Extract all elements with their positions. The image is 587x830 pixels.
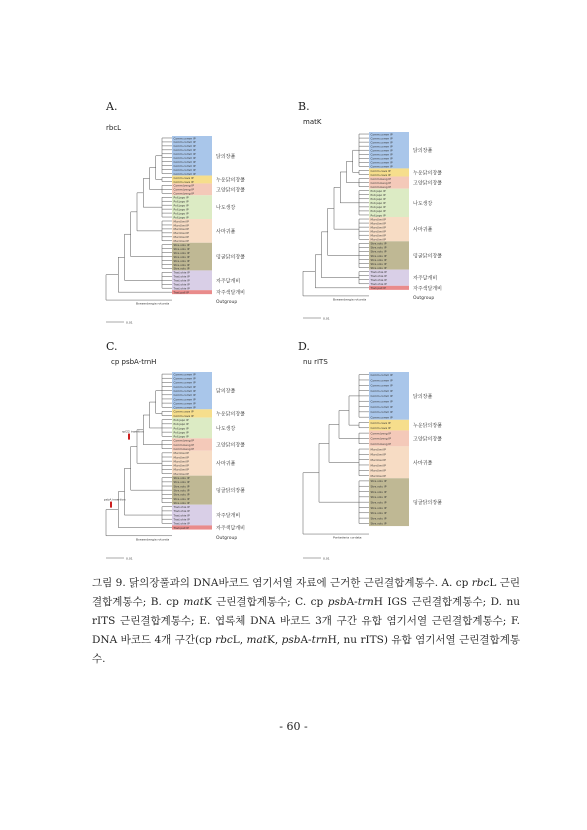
- tip-label: Murd.kei IP: [173, 451, 189, 456]
- tree-panel-a: [100, 132, 290, 332]
- tip-label: Comm.comm IP: [370, 164, 393, 169]
- tip-label: Murd.kei IP: [370, 468, 386, 473]
- tip-label: Comm.comm IP: [173, 171, 196, 176]
- tip-label: Comm.comm IP: [173, 144, 196, 149]
- tip-label: Poll.japo IP: [173, 207, 189, 212]
- tip-label: Comm.comm IP: [173, 380, 196, 385]
- tip-label: Trad.ohie IP: [370, 273, 387, 278]
- tip-label: Stre.volu IP: [370, 495, 387, 500]
- tip-label: Poll.japo IP: [370, 188, 386, 193]
- caption-segment: trn: [357, 596, 374, 608]
- tree-svg: [297, 368, 487, 568]
- outgroup-label: Outgroup: [216, 300, 238, 306]
- scale-label: 0.01: [126, 556, 133, 561]
- panel-b-letter: B.: [298, 100, 310, 113]
- tip-label: Comm.comm IP: [173, 140, 196, 145]
- tip-label: Stre.volu IP: [173, 243, 190, 248]
- tip-label: Poll.japo IP: [370, 213, 386, 218]
- tip-label: Murd.kei IP: [173, 467, 189, 472]
- tip-label: Murd.kei IP: [173, 459, 189, 464]
- caption-segment: 닭의장풀과의 DNA바코드 염기서열 자료에 근거한 근린결합계통수. A. cp: [125, 577, 472, 589]
- tip-label: Murd.kei IP: [370, 473, 386, 478]
- panel-d-title: nu rITS: [303, 358, 328, 366]
- tip-label: Comm.comm IP: [173, 384, 196, 389]
- tip-label: Stre.volu IP: [370, 521, 387, 526]
- clade-label: 나도생강: [216, 425, 236, 432]
- clade-label: 누운닭의장풀: [413, 170, 442, 177]
- tip-label: Comm.cava IP: [173, 179, 194, 184]
- clade-label: 닭의장풀: [216, 388, 236, 395]
- tip-label: Comm.comm IP: [370, 136, 393, 141]
- tip-label: Comm.comm IP: [370, 156, 393, 161]
- caption-segment: K,: [266, 634, 282, 646]
- tip-label: Comm.comm IP: [173, 156, 196, 161]
- tip-label: Comm.comm IP: [370, 148, 393, 153]
- tip-label: Comm.comm IP: [173, 136, 196, 141]
- clade-label: 닭의장풀: [413, 393, 433, 400]
- tip-label: Stre.volu IP: [370, 489, 387, 494]
- tip-label: Poll.japo IP: [173, 203, 189, 208]
- clade-label: 덩굴닭의장풀: [413, 253, 442, 260]
- clade-label: 덩굴닭의장풀: [413, 500, 442, 507]
- clade-label: 나도생강: [413, 200, 433, 207]
- tip-label: Poll.japo IP: [173, 195, 189, 200]
- tip-label: Comm.comm IP: [370, 140, 393, 145]
- tip-label: Comm.beng IP: [370, 176, 391, 181]
- tip-label: Stre.volu IP: [173, 496, 190, 501]
- tip-label: Comm.comm IP: [370, 383, 393, 388]
- tip-label: Poll.japo IP: [173, 422, 189, 427]
- tip-label: Comm.comm IP: [173, 388, 196, 393]
- tip-label: Murd.kei IP: [370, 237, 386, 242]
- tip-label: Murd.kei IP: [370, 463, 386, 468]
- panel-b-title: matK: [303, 118, 322, 126]
- caption-segment: mat: [246, 634, 267, 646]
- panel-c-title: cp psbA-trnH: [111, 358, 157, 366]
- tip-label: Poll.japo IP: [173, 215, 189, 220]
- tip-label: Murd.kei IP: [173, 471, 189, 476]
- tip-label: Trad.pall IP: [173, 290, 189, 295]
- tip-label: Stre.volu IP: [370, 261, 387, 266]
- clade-label: 사마귀풀: [413, 227, 433, 234]
- tip-label: Trad.pall IP: [370, 286, 386, 291]
- scale-label: 0.01: [323, 556, 330, 561]
- tip-label: Poll.japo IP: [173, 430, 189, 435]
- figure-label: 그림 9.: [92, 577, 126, 589]
- tip-label: Stre.volu IP: [370, 505, 387, 510]
- tip-label: Stre.volu IP: [173, 246, 190, 251]
- tip-label: Trad.ohie IP: [173, 278, 190, 283]
- tip-label: Comm.comm IP: [370, 160, 393, 165]
- tip-label: Stre.volu IP: [173, 254, 190, 259]
- tip-label: Murd.kei IP: [370, 457, 386, 462]
- tip-label: Poll.japo IP: [370, 205, 386, 210]
- tip-label: Comm.beng IP: [173, 438, 194, 443]
- clade-label: 사마귀풀: [216, 461, 236, 468]
- caption-segment: L,: [232, 634, 247, 646]
- tip-label: Poll.japo IP: [173, 426, 189, 431]
- root-label: Pontederia cordata: [333, 535, 362, 540]
- tip-label: Poll.japo IP: [370, 201, 386, 206]
- tip-label: Comm.comm IP: [370, 388, 393, 393]
- tip-label: Trad.ohie IP: [173, 513, 190, 518]
- tip-label: Stre.volu IP: [370, 516, 387, 521]
- caption-segment: rbc: [215, 634, 233, 646]
- tip-label: Comm.comm IP: [370, 152, 393, 157]
- panel-a-title: rbcL: [106, 124, 122, 132]
- tip-label: Comm.beng IP: [173, 183, 194, 188]
- tip-label: Trad.ohie IP: [173, 517, 190, 522]
- clade-label: 누운닭의장풀: [413, 423, 442, 430]
- caption-segment: K 근린결합계통수; C. cp: [203, 596, 328, 608]
- tip-label: Trad.pall IP: [173, 525, 189, 530]
- tip-label: Stre.volu IP: [173, 476, 190, 481]
- caption-segment: psb: [327, 596, 347, 608]
- tip-label: Comm.comm IP: [370, 415, 393, 420]
- tip-label: Trad.ohie IP: [173, 286, 190, 291]
- caption-segment: rbc: [471, 577, 490, 589]
- tip-label: Trad.ohie IP: [173, 521, 190, 526]
- tip-label: Murd.kei IP: [370, 225, 386, 230]
- tip-label: Murd.kei IP: [370, 229, 386, 234]
- tip-label: Murd.kei IP: [173, 223, 189, 228]
- clade-label: 자주달개비: [216, 513, 241, 520]
- tip-label: Poll.japo IP: [173, 199, 189, 204]
- outgroup-label: Outgroup: [216, 535, 238, 541]
- tip-label: Murd.kei IP: [370, 447, 386, 452]
- tip-label: Comm.comm IP: [173, 376, 196, 381]
- tip-label: Murd.kei IP: [173, 239, 189, 244]
- clade-label: 덩굴닭의장풀: [216, 254, 245, 261]
- tip-label: Trad.ohie IP: [173, 274, 190, 279]
- tree-panel-d: [297, 368, 487, 568]
- tip-label: Comm.comm IP: [173, 163, 196, 168]
- tip-label: Murd.kei IP: [173, 235, 189, 240]
- tree-panel-c: [100, 368, 290, 568]
- tip-label: Trad.ohie IP: [173, 282, 190, 287]
- clade-label: 닭의장풀: [216, 153, 236, 160]
- caption-segment: A-: [346, 596, 358, 608]
- outgroup-label: Outgroup: [413, 295, 435, 301]
- tip-label: Comm.beng IP: [173, 191, 194, 196]
- tip-label: Stre.volu IP: [370, 479, 387, 484]
- tip-label: Poll.japo IP: [370, 209, 386, 214]
- tree-svg: [297, 128, 487, 328]
- tree-svg: [100, 132, 290, 332]
- tip-label: Murd.kei IP: [370, 221, 386, 226]
- tip-label: Stre.volu IP: [370, 241, 387, 246]
- tip-label: Stre.volu IP: [370, 257, 387, 262]
- tip-label: Comm.comm IP: [173, 148, 196, 153]
- tip-label: Trad.ohie IP: [370, 269, 387, 274]
- clade-label: 고양닭의장풀: [413, 180, 442, 187]
- tip-label: Poll.japo IP: [173, 417, 189, 422]
- tip-label: Comm.comm IP: [173, 159, 196, 164]
- tip-label: Stre.volu IP: [173, 492, 190, 497]
- tip-label: Poll.japo IP: [370, 193, 386, 198]
- tip-label: Comm.beng IP: [370, 184, 391, 189]
- tip-label: Stre.volu IP: [173, 266, 190, 271]
- clade-label: 자주색달개비: [216, 525, 245, 532]
- indel-marker: [110, 502, 112, 508]
- root-label: Boesenbergia rotunda: [136, 301, 170, 306]
- tip-label: Poll.japo IP: [173, 434, 189, 439]
- indel-label: psbA insertion: [104, 497, 126, 502]
- tree-svg: [100, 368, 290, 568]
- tip-label: Murd.kei IP: [370, 452, 386, 457]
- tip-label: Comm.comm IP: [173, 167, 196, 172]
- tip-label: Comm.comm IP: [173, 372, 196, 377]
- tip-label: Trad.ohie IP: [173, 509, 190, 514]
- tip-label: Stre.volu IP: [173, 500, 190, 505]
- tip-label: Comm.comm IP: [370, 404, 393, 409]
- indel-label: rpl22 insertion: [122, 429, 144, 434]
- tip-label: Stre.volu IP: [370, 484, 387, 489]
- root-label: Boesenbergia rotunda: [136, 537, 170, 542]
- clade-label: 나도생강: [216, 205, 236, 212]
- clade-label: 누운닭의장풀: [216, 177, 245, 184]
- tip-label: Murd.kei IP: [173, 463, 189, 468]
- tip-label: Comm.comm IP: [173, 401, 196, 406]
- tip-label: Stre.volu IP: [370, 253, 387, 258]
- clade-label: 자주달개비: [216, 278, 241, 285]
- tree-panel-b: [297, 128, 487, 328]
- caption-segment: H IGS 근린결합계통수; D. nu rITS 근린결합계통수; E. 엽록체 DNA 바코드 3개 구간 유합 염기서열 근린결합계통수; F. DNA 바코드 4개 구간(cp: [92, 596, 521, 646]
- tip-label: Comm.cava IP: [370, 172, 391, 177]
- tip-label: Murd.kei IP: [173, 455, 189, 460]
- caption-segment: A-: [300, 634, 312, 646]
- tip-label: Comm.comm IP: [173, 397, 196, 402]
- tip-label: Comm.beng IP: [370, 442, 391, 447]
- clade-label: 누운닭의장풀: [216, 411, 245, 418]
- tip-label: Trad.ohie IP: [173, 270, 190, 275]
- tip-label: Comm.comm IP: [173, 393, 196, 398]
- indel-marker: [128, 434, 130, 440]
- tip-label: Comm.comm IP: [370, 399, 393, 404]
- tip-label: Poll.japo IP: [370, 197, 386, 202]
- caption-segment: trn: [311, 634, 328, 646]
- tip-label: Stre.volu IP: [173, 480, 190, 485]
- tip-label: Comm.comm IP: [370, 410, 393, 415]
- tip-label: Poll.japo IP: [173, 211, 189, 216]
- tip-label: Comm.cava IP: [370, 168, 391, 173]
- scale-label: 0.01: [323, 316, 330, 321]
- tip-label: Stre.volu IP: [370, 511, 387, 516]
- tip-label: Murd.kei IP: [173, 231, 189, 236]
- panel-c-letter: C.: [106, 340, 118, 353]
- clade-label: 고양닭의장풀: [413, 436, 442, 443]
- clade-label: 자주색달개비: [413, 285, 442, 292]
- tip-label: Murd.kei IP: [370, 233, 386, 238]
- caption-segment: psb: [281, 634, 301, 646]
- tip-label: Comm.comm IP: [370, 372, 393, 377]
- clade-label: 사마귀풀: [216, 228, 236, 235]
- tip-label: Comm.comm IP: [370, 132, 393, 137]
- tip-label: Comm.cava IP: [370, 420, 391, 425]
- panel-d-letter: D.: [298, 340, 310, 353]
- tip-label: Stre.volu IP: [173, 262, 190, 267]
- tip-label: Comm.cava IP: [370, 426, 391, 431]
- tip-label: Murd.kei IP: [370, 217, 386, 222]
- tip-label: Comm.beng IP: [173, 442, 194, 447]
- tip-label: Comm.comm IP: [173, 405, 196, 410]
- tip-label: Stre.volu IP: [173, 484, 190, 489]
- tip-label: Murd.kei IP: [173, 219, 189, 224]
- tip-label: Trad.ohie IP: [173, 505, 190, 510]
- tip-label: Comm.beng IP: [370, 436, 391, 441]
- tip-label: Comm.cava IP: [173, 175, 194, 180]
- caption-segment: L 근린결합계통수; B. cp: [92, 577, 520, 608]
- tip-label: Trad.ohie IP: [370, 282, 387, 287]
- clade-label: 고양닭의장풀: [216, 442, 245, 449]
- tip-label: Comm.comm IP: [173, 152, 196, 157]
- clade-label: 덩굴닭의장풀: [216, 488, 245, 495]
- tip-label: Stre.volu IP: [370, 249, 387, 254]
- tip-label: Comm.comm IP: [370, 378, 393, 383]
- tip-label: Comm.comm IP: [370, 394, 393, 399]
- tip-label: Stre.volu IP: [370, 500, 387, 505]
- tip-label: Stre.volu IP: [173, 488, 190, 493]
- tip-label: Comm.cava IP: [173, 413, 194, 418]
- clade-label: 자주색달개비: [216, 290, 245, 297]
- tip-label: Comm.comm IP: [370, 144, 393, 149]
- root-label: Boesenbergia rotunda: [333, 297, 367, 302]
- tip-label: Comm.beng IP: [370, 180, 391, 185]
- tip-label: Stre.volu IP: [173, 250, 190, 255]
- caption-body: [92, 577, 520, 665]
- clade-label: 자주달개비: [413, 275, 438, 282]
- figure-caption: [92, 574, 520, 669]
- tip-label: Comm.cava IP: [173, 409, 194, 414]
- tip-label: Comm.beng IP: [173, 447, 194, 452]
- clade-label: 사마귀풀: [413, 460, 433, 467]
- tip-label: Stre.volu IP: [370, 245, 387, 250]
- clade-label: 고양닭의장풀: [216, 187, 245, 194]
- tip-label: Comm.beng IP: [370, 431, 391, 436]
- panel-a-letter: A.: [106, 100, 118, 113]
- tip-label: Stre.volu IP: [370, 265, 387, 270]
- page-number: - 60 -: [279, 720, 308, 733]
- tip-label: Murd.kei IP: [173, 227, 189, 232]
- scale-label: 0.01: [126, 320, 133, 325]
- tip-label: Trad.ohie IP: [370, 278, 387, 283]
- caption-segment: mat: [183, 596, 204, 608]
- tip-label: Comm.beng IP: [173, 187, 194, 192]
- tip-label: Stre.volu IP: [173, 258, 190, 263]
- clade-label: 닭의장풀: [413, 148, 433, 155]
- caption-segment: H, nu rITS) 유합 염기서열 근린결합계통수.: [92, 634, 520, 665]
